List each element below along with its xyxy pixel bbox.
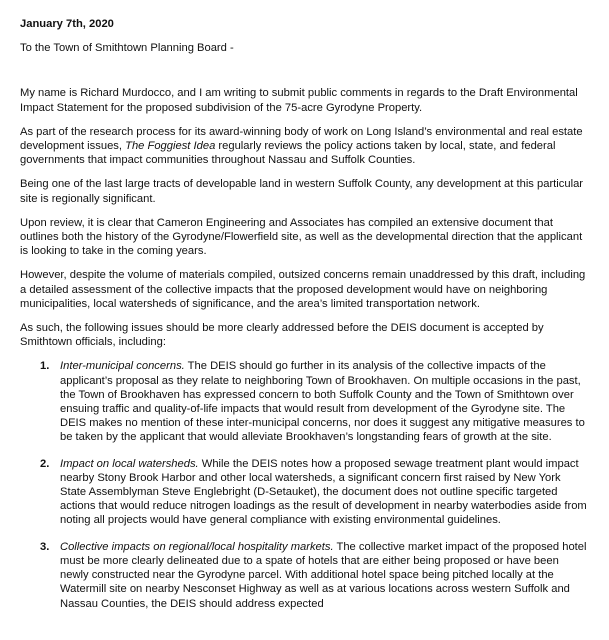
research-paragraph-end: regularly reviews the policy actions taken by local, state, and federal governments that impact communities throughout Nassau and Suffolk Counties.	[20, 140, 556, 167]
research-paragraph-start: As part of the research process for its award-winning body of work on Long Island’s environmental and real estate development issues,	[20, 125, 583, 153]
issue-title: Inter-municipal concerns.	[60, 360, 185, 373]
review-paragraph: Upon review, it is clear that Cameron Engineering and Associates has compiled an extensive document that outlines both the history of the Gyrodyne/Flowerfield site, as well as the developmental direction that the applicant is looking to take in the coming years.	[20, 216, 583, 258]
issue-number: 1.	[40, 360, 50, 373]
salutation: To the Town of Smithtown Planning Board -	[20, 42, 234, 55]
issue-item	[20, 359, 587, 444]
issue-body: The collective market impact of the proposed hotel must be more clearly delineated due to a spate of hotels that are either being proposed or have been newly constructed near the Gyrodyne parcel. With additional hotel space being pitched locally at the Watermill site on nearby Nesconset Highway as well as at various locations across western Suffolk and Nassau Counties, the DEIS should address expected	[60, 540, 587, 610]
research-paragraph	[20, 125, 587, 168]
issue-title: Collective impacts on regional/local hospitality markets.	[60, 540, 334, 553]
issue-body: The DEIS should go further in its analysis of the collective impacts of the applicant’s proposal as they relate to neighboring Town of Brookhaven. On multiple occasions in the past, the Town of Brookhaven has expressed concern to both Suffolk County and the Town of Smithtown over ensuing traffic and quality-of-life impacts that would result from development of the Gyrodyne site. The DEIS makes no mention of these inter-municipal concerns, nor does it suggest any mitigative measures to be taken by the applicant that would alleviate Brookhaven’s longstanding fears of growth at the site.	[60, 360, 585, 444]
significance-paragraph: Being one of the last large tracts of developable land in western Suffolk County, any development at this particular site is regionally significant.	[20, 178, 584, 205]
issue-item	[20, 540, 587, 611]
issue-body: While the DEIS notes how a proposed sewage treatment plant would impact nearby Stony Brook Harbor and other local watersheds, a significant concern first raised by New York State Assemblyman Steve Englebright (D-Setauket), the document does not outline specific targeted actions that would reduce nitrogen loadings as the result of development in nearby waterbodies aside from noting all projects would have general compliance with existing environmental guidelines.	[60, 457, 587, 527]
concerns-paragraph: However, despite the volume of materials compiled, outsized concerns remain unaddressed by this draft, including a detailed assessment of the collective impacts that the proposed development would have on neighboring municipalities, local watersheds of significance, and the area’s limited transportation network.	[20, 269, 586, 310]
issue-item	[20, 457, 587, 528]
issues-intro-paragraph: As such, the following issues should be more clearly addressed before the DEIS document is accepted by Smithtown officials, including:	[20, 322, 544, 349]
issue-number: 3.	[40, 540, 50, 553]
intro-paragraph: My name is Richard Murdocco, and I am writing to submit public comments in regards to the Draft Environmental Impact Statement for the proposed subdivision of the 75-acre Gyrodyne Property.	[20, 87, 578, 114]
issue-title: Impact on local watersheds.	[60, 457, 199, 470]
letter-date: January 7th, 2020	[20, 18, 114, 30]
issues-list	[20, 359, 587, 610]
publication-title: The Foggiest Idea	[125, 140, 216, 153]
issue-number: 2.	[40, 457, 50, 470]
